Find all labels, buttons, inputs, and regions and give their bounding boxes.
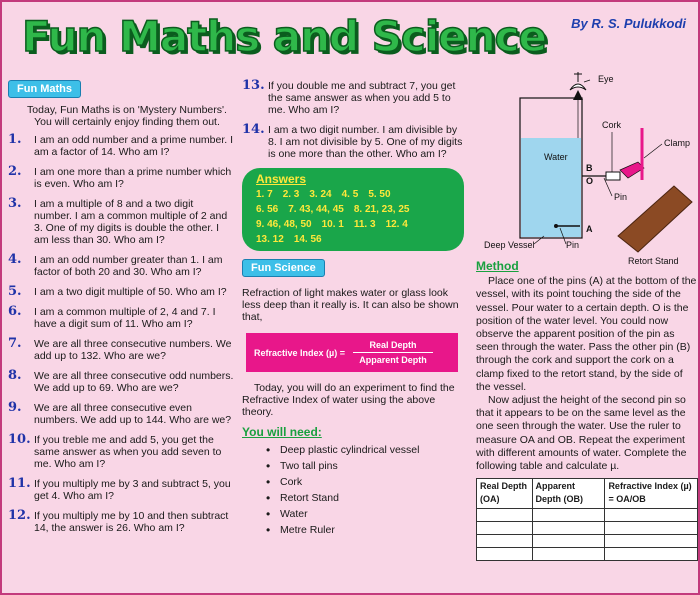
experiment-intro: Today, you will do an experiment to find the Refractive Index of water using the above theory.	[242, 382, 455, 418]
question-number: 11.	[8, 476, 31, 491]
fun-maths-intro: Today, Fun Maths is on 'Mystery Numbers'. You will certainly enjoy finding them out.	[27, 104, 227, 128]
question-5	[8, 286, 234, 298]
answer-item: 6. 56	[256, 204, 279, 215]
answer-item: 7. 43, 44, 45	[288, 204, 344, 215]
table-row	[477, 521, 698, 534]
answer-item: 1. 7	[256, 189, 273, 200]
table-cell[interactable]	[532, 521, 605, 534]
question-text: We are all three consecutive numbers. We add up to 132. Who are we?	[34, 338, 232, 362]
table-cell[interactable]	[605, 534, 698, 547]
table-cell[interactable]	[477, 521, 533, 534]
table-cell[interactable]	[477, 508, 533, 521]
question-text: If you multiply me by 10 and then subtract 14, the answer is 26. Who am I?	[34, 510, 229, 534]
question-text: I am one more than a prime number which is even. Who am I?	[34, 166, 232, 190]
need-item: • Retort Stand	[270, 492, 468, 504]
answers-heading: Answers	[256, 172, 307, 186]
need-item: • Water	[270, 508, 468, 520]
answer-item: 11. 3	[353, 219, 376, 230]
question-12	[8, 510, 234, 534]
question-7	[8, 338, 234, 362]
formula-box	[246, 333, 458, 372]
need-item: • Two tall pins	[270, 460, 468, 472]
fun-science-intro: Refraction of light makes water or glass look less deep than it really is. It can also be shown that,	[242, 287, 459, 323]
table-cell[interactable]	[605, 521, 698, 534]
need-item: • Deep plastic cylindrical vessel	[270, 444, 468, 456]
answer-item: 4. 5	[341, 189, 359, 200]
question-list-1	[8, 134, 234, 534]
label-a: A	[586, 224, 593, 234]
question-text: We are all three consecutive odd numbers. We add up to 69. Who are we?	[34, 370, 234, 394]
table-cell[interactable]	[532, 508, 605, 521]
label-retort-stand: Retort Stand	[628, 256, 679, 264]
answers-box	[242, 168, 464, 251]
table-cell[interactable]	[605, 547, 698, 560]
question-number: 5.	[8, 284, 22, 299]
method-text	[476, 275, 698, 473]
answer-row	[256, 217, 450, 232]
label-water: Water	[544, 152, 568, 162]
table-row	[477, 547, 698, 560]
question-4	[8, 254, 234, 278]
byline: By R. S. Pulukkodi	[571, 16, 686, 31]
question-text: If you double me and subtract 7, you get the same answer as when you add 5 to me. Who am I?	[268, 80, 456, 116]
need-item: • Cork	[270, 476, 468, 488]
question-number: 3.	[8, 196, 22, 211]
method-paragraph-1: Place one of the pins (A) at the bottom of the vessel, with its point touching the side of the vessel. Pour water to a certain depth. O is the position of the water level. You could now observe the apparent position of the pin as seen through the water. Pass the other pin (B) through the cork and support the cork on a clamp fixed to the retort stand, by the side of the vessel.	[476, 275, 697, 393]
table-cell[interactable]	[532, 534, 605, 547]
need-list	[270, 444, 468, 536]
question-11	[8, 478, 234, 502]
question-number: 1.	[8, 132, 22, 147]
table-cell[interactable]	[605, 508, 698, 521]
table-header-refractive-index: Refractive Index (µ) = OA/OB	[605, 479, 698, 508]
question-1	[8, 134, 234, 158]
answer-item: 9. 46, 48, 50	[256, 219, 312, 230]
question-list-2	[242, 80, 468, 160]
question-14	[242, 124, 468, 160]
question-number: 8.	[8, 368, 22, 383]
need-item: • Metre Ruler	[270, 524, 468, 536]
question-text: If you treble me and add 5, you get the same answer as when you add seven to me. Who am I?	[34, 434, 222, 470]
answer-item: 12. 4	[385, 219, 408, 230]
answer-item: 2. 3	[282, 189, 300, 200]
page-title: Fun Maths and Science	[22, 12, 546, 61]
question-8	[8, 370, 234, 394]
label-eye: Eye	[598, 74, 614, 84]
fun-science-label: Fun Science	[242, 259, 325, 277]
question-number: 2.	[8, 164, 22, 179]
question-number: 13.	[242, 78, 265, 93]
answer-row	[256, 232, 450, 247]
answer-item: 8. 21, 23, 25	[353, 204, 410, 215]
method-heading: Method	[476, 259, 519, 273]
question-text: I am an odd number greater than 1. I am factor of both 20 and 30. Who am I?	[34, 254, 223, 278]
question-text: I am a multiple of 8 and a two digit number. I am a common multiple of 2 and 3. One of my digits is double the other. I am less than 30. Who am I?	[34, 198, 228, 246]
answer-item: 13. 12	[256, 234, 284, 245]
answer-item: 5. 50	[368, 189, 391, 200]
table-header-real-depth: Real Depth (OA)	[477, 479, 533, 508]
question-9	[8, 402, 234, 426]
question-number: 4.	[8, 252, 22, 267]
label-o: O	[586, 176, 594, 186]
answer-item: 10. 1	[321, 219, 344, 230]
label-clamp: Clamp	[664, 138, 691, 148]
question-number: 6.	[8, 304, 22, 319]
label-pin-upper: Pin	[614, 192, 628, 202]
experiment-diagram	[478, 68, 698, 264]
question-number: 9.	[8, 400, 22, 415]
table-row	[477, 534, 698, 547]
label-b: B	[586, 163, 593, 173]
question-text: We are all three consecutive even numbers. We add up to 144. Who are we?	[34, 402, 232, 426]
answer-item: 14. 56	[293, 234, 322, 245]
formula-fraction	[353, 339, 433, 366]
label-pin-lower: Pin	[566, 240, 580, 250]
question-text: If you multiply me by 3 and subtract 5, you get 4. Who am I?	[34, 478, 231, 502]
question-text: I am a two digit multiple of 50. Who am I?	[34, 286, 227, 298]
label-deep-vessel: Deep Vessel	[484, 240, 535, 250]
question-text: I am a common multiple of 2, 4 and 7. I have a digit sum of 11. Who am I?	[34, 306, 216, 330]
method-paragraph-2: Now adjust the height of the second pin so that it appears to be on the same level as the one seen through the water. Use the ruler to measure OA and OB. Repeat the experiment with different amounts of water. Complete the following table and calculate µ.	[476, 394, 687, 473]
question-number: 10.	[8, 432, 31, 447]
answer-item: 3. 24	[309, 189, 332, 200]
answer-row	[256, 187, 450, 202]
question-text: I am an odd number and a prime number. I am a factor of 14. Who am I?	[34, 134, 234, 158]
fun-maths-label: Fun Maths	[8, 80, 81, 98]
question-number: 7.	[8, 336, 22, 351]
formula-numerator: Real Depth	[369, 340, 417, 350]
question-3	[8, 198, 234, 246]
results-table	[476, 478, 698, 560]
need-heading: You will need:	[242, 425, 322, 439]
retort-stand-base	[618, 186, 692, 252]
formula-left: Refractive Index (µ) =	[254, 347, 345, 358]
table-cell[interactable]	[532, 547, 605, 560]
label-cork: Cork	[602, 120, 622, 130]
table-header-row	[477, 479, 698, 508]
table-cell[interactable]	[477, 547, 533, 560]
question-10	[8, 434, 234, 470]
cork	[606, 172, 620, 180]
answer-row	[256, 202, 450, 217]
formula-denominator: Apparent Depth	[359, 355, 427, 365]
method-column	[476, 260, 698, 561]
fraction-bar	[353, 352, 433, 353]
table-header-apparent-depth: Apparent Depth (OB)	[532, 479, 605, 508]
table-row	[477, 508, 698, 521]
clamp	[620, 162, 644, 178]
middle-column	[242, 80, 468, 540]
eye-icon	[570, 72, 586, 100]
question-2	[8, 166, 234, 190]
question-text: I am a two digit number. I am divisible by 8. I am not divisible by 5. One of my digits is one more than the other. Who am I?	[268, 124, 463, 160]
answer-rows	[256, 187, 450, 247]
question-number: 12.	[8, 508, 31, 523]
question-6	[8, 306, 234, 330]
table-cell[interactable]	[477, 534, 533, 547]
question-13	[242, 80, 468, 116]
question-number: 14.	[242, 122, 265, 137]
fun-maths-column	[8, 80, 234, 542]
